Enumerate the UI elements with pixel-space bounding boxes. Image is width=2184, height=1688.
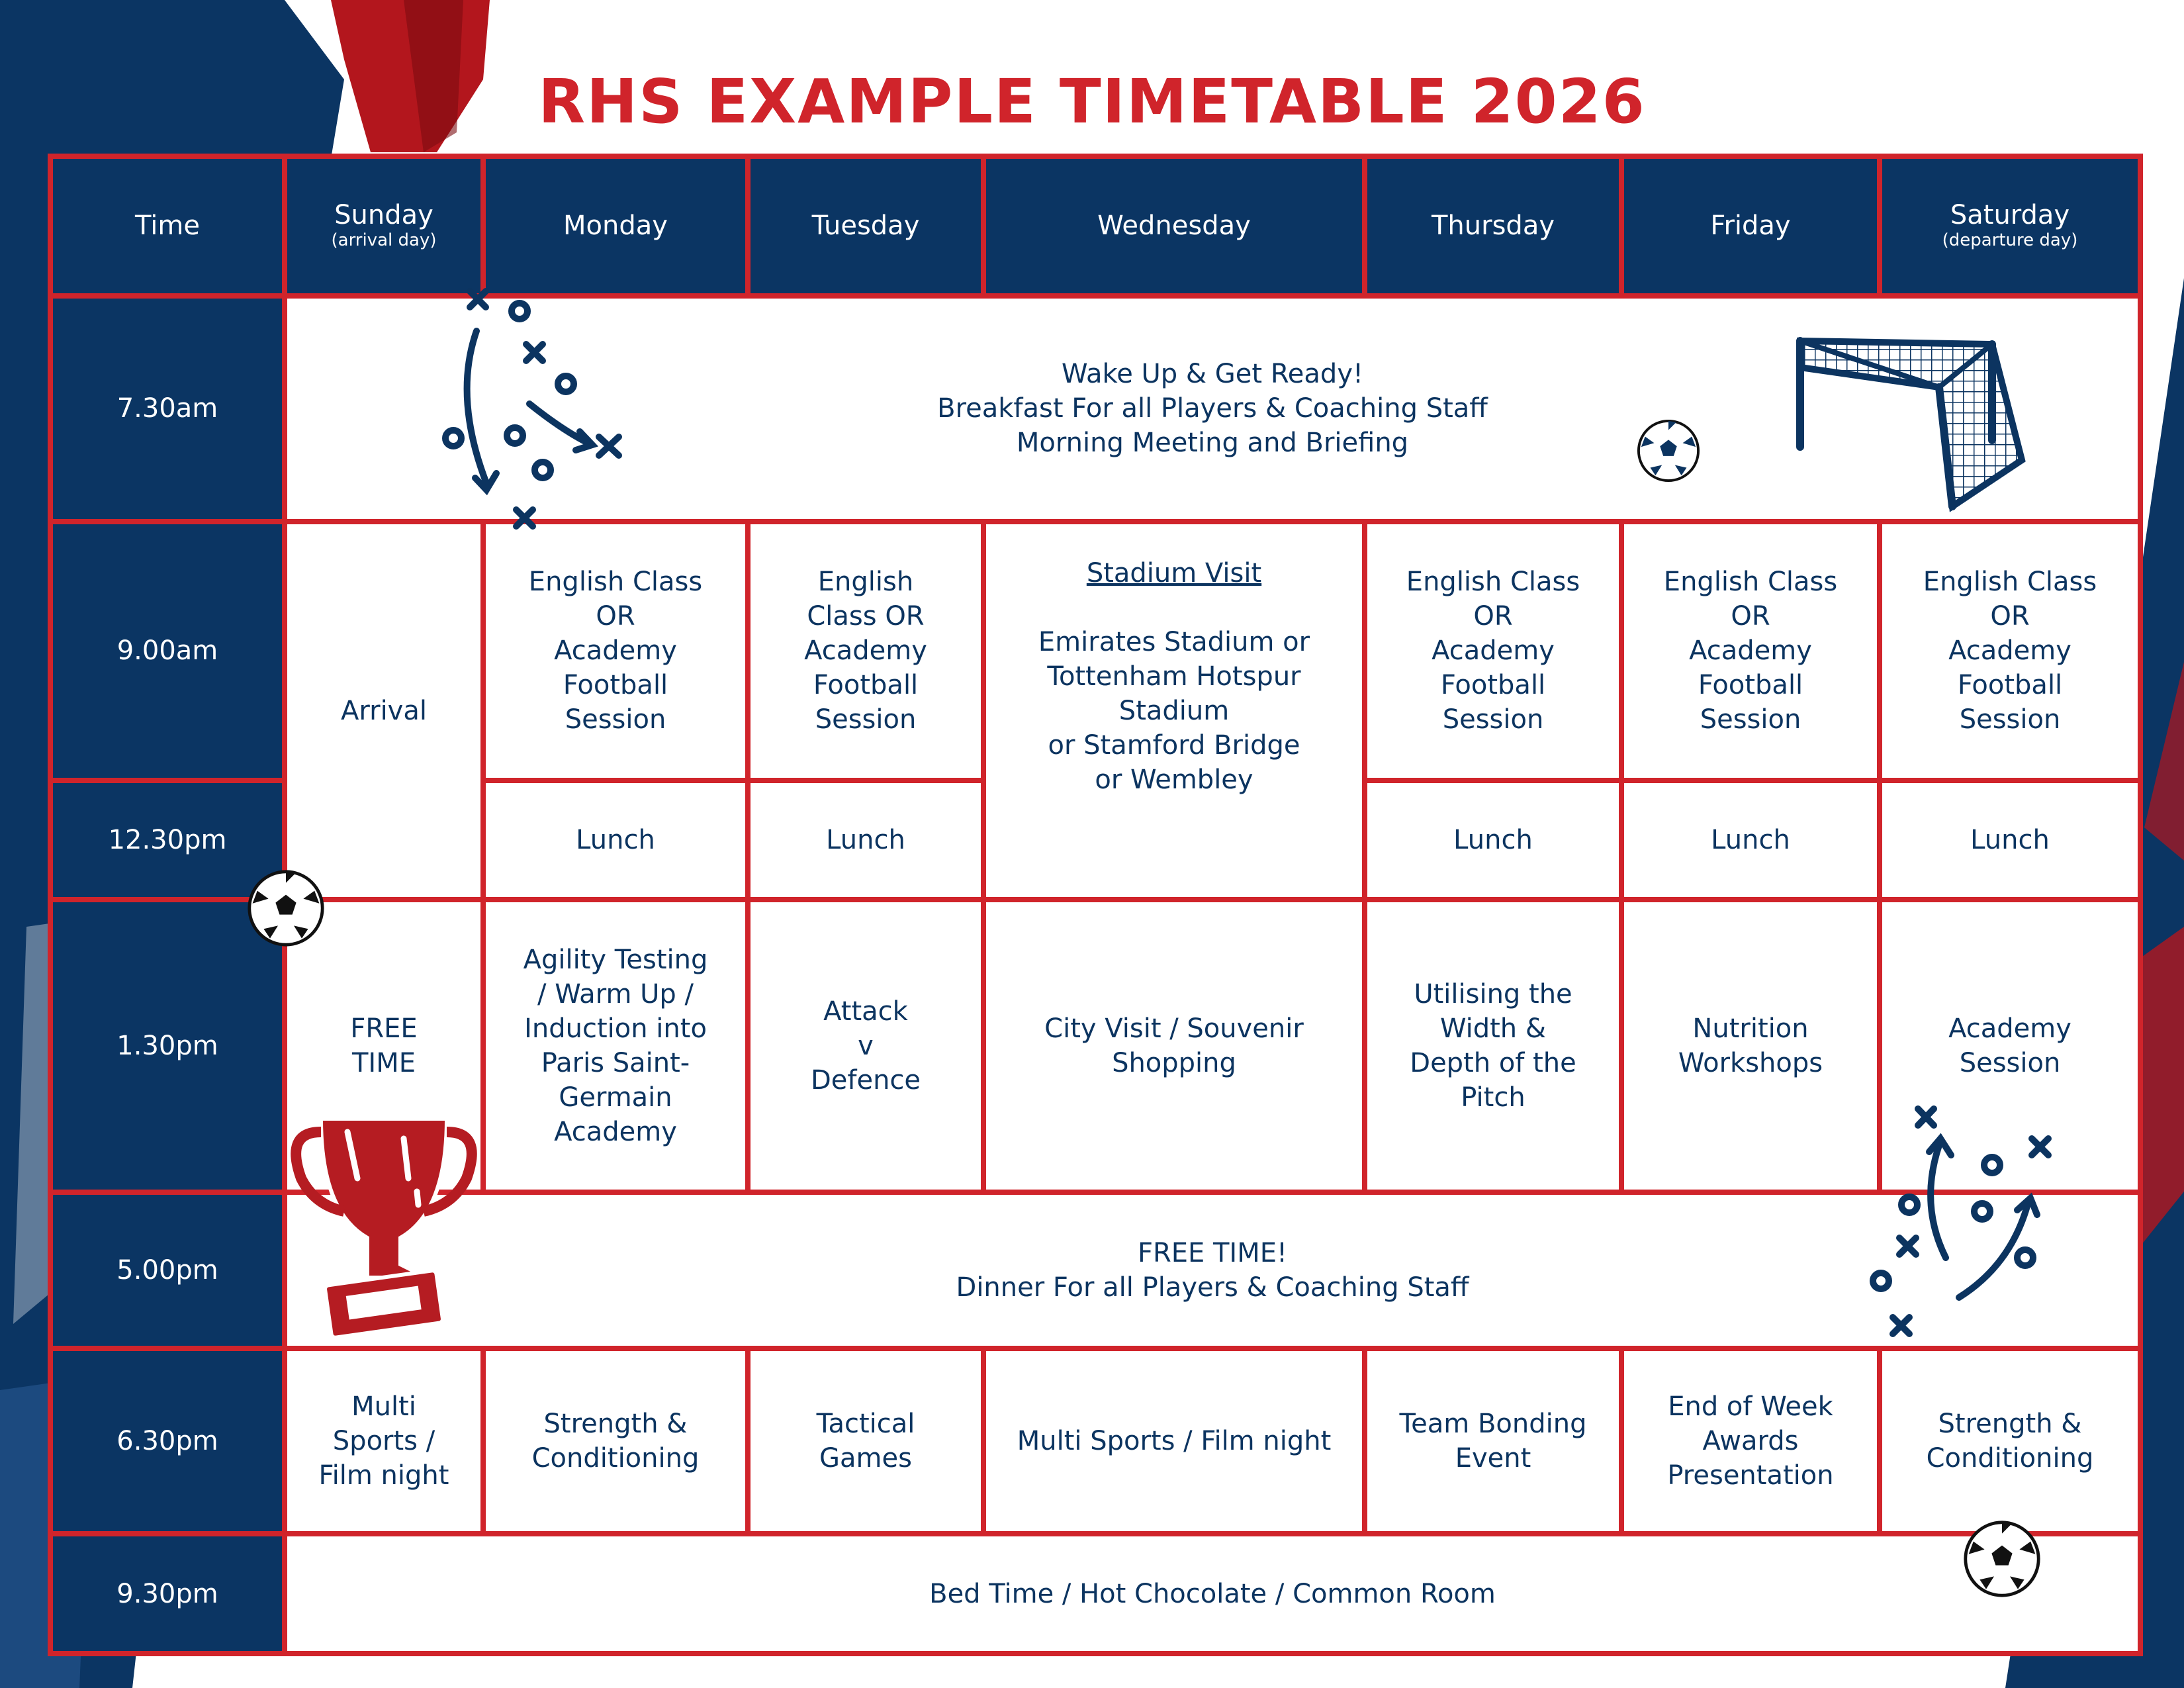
time-1230: 12.30pm: [50, 780, 285, 900]
header-sunday-label: Sunday: [334, 200, 433, 231]
header-time: Time: [50, 156, 285, 296]
friday-evening: End of Week Awards Presentation: [1621, 1348, 1880, 1534]
saturday-lunch: Lunch: [1880, 780, 2140, 900]
wednesday-afternoon: City Visit / Souvenir Shopping: [983, 900, 1365, 1192]
sunday-evening: Multi Sports / Film night: [285, 1348, 483, 1534]
header-sunday: [285, 156, 483, 296]
friday-lunch: Lunch: [1621, 780, 1880, 900]
header-sunday-note: (arrival day): [331, 230, 437, 251]
saturday-evening: Strength & Conditioning: [1880, 1348, 2140, 1534]
header-monday: Monday: [483, 156, 748, 296]
time-1830: 6.30pm: [50, 1348, 285, 1534]
wednesday-stadium-visit: [983, 522, 1365, 900]
saturday-morning: English Class OR Academy Football Session: [1880, 522, 2140, 780]
friday-morning: English Class OR Academy Football Session: [1621, 522, 1880, 780]
thursday-morning: English Class OR Academy Football Session: [1365, 522, 1621, 780]
time-2130: 9.30pm: [50, 1534, 285, 1654]
thursday-lunch: Lunch: [1365, 780, 1621, 900]
header-saturday-label: Saturday: [1950, 200, 2070, 231]
header-saturday: [1880, 156, 2140, 296]
goal-net-icon: [1794, 328, 2032, 513]
football-icon: [246, 868, 326, 948]
football-icon-2: [1636, 418, 1701, 483]
header-thursday: Thursday: [1365, 156, 1621, 296]
wednesday-evening: Multi Sports / Film night: [983, 1348, 1365, 1534]
tactics-icon-2: [1866, 1105, 2065, 1344]
monday-morning: English Class OR Academy Football Session: [483, 522, 748, 780]
monday-evening: Strength & Conditioning: [483, 1348, 748, 1534]
evening-line-2: Dinner For all Players & Coaching Staff: [956, 1272, 1469, 1303]
evening-block: [285, 1192, 2140, 1348]
row-0900: [50, 522, 2140, 780]
friday-afternoon: Nutrition Workshops: [1621, 900, 1880, 1192]
stadium-visit-title: Stadium Visit: [1086, 557, 1262, 588]
thursday-evening: Team Bonding Event: [1365, 1348, 1621, 1534]
time-1330: 1.30pm: [50, 900, 285, 1192]
header-row: [50, 156, 2140, 296]
morning-line-1: Wake Up & Get Ready!: [1061, 359, 1364, 390]
bedtime-block: Bed Time / Hot Chocolate / Common Room: [285, 1534, 2140, 1654]
trophy-icon: [288, 1105, 480, 1344]
morning-line-2: Breakfast For all Players & Coaching Staff: [937, 393, 1488, 424]
time-0900: 9.00am: [50, 522, 285, 780]
thursday-afternoon: Utilising the Width & Depth of the Pitch: [1365, 900, 1621, 1192]
monday-afternoon: Agility Testing / Warm Up / Induction into Paris Saint- Germain Academy: [483, 900, 748, 1192]
time-1700: 5.00pm: [50, 1192, 285, 1348]
header-friday: Friday: [1621, 156, 1880, 296]
header-wednesday: Wednesday: [983, 156, 1365, 296]
tuesday-morning: English Class OR Academy Football Session: [748, 522, 983, 780]
time-0730: 7.30am: [50, 296, 285, 522]
football-icon-3: [1962, 1519, 2042, 1599]
row-2130: [50, 1534, 2140, 1654]
header-tuesday: Tuesday: [748, 156, 983, 296]
sunday-arrival: Arrival: [285, 522, 483, 900]
sunday-afternoon: FREE TIME: [285, 900, 483, 1192]
stadium-visit-options: Emirates Stadium or Tottenham Hotspur Stadium or Stamford Bridge or Wembley: [1038, 626, 1310, 795]
stadium-visit-bottom-space: [997, 797, 1351, 866]
stadium-visit-spacer: [997, 590, 1351, 625]
tuesday-evening: Tactical Games: [748, 1348, 983, 1534]
row-1830: [50, 1348, 2140, 1534]
evening-line-1: FREE TIME!: [1137, 1237, 1288, 1268]
header-saturday-note: (departure day): [1942, 230, 2078, 251]
morning-line-3: Morning Meeting and Briefing: [1016, 428, 1409, 459]
tuesday-afternoon: Attack v Defence: [748, 900, 983, 1192]
saturday-afternoon: Academy Session: [1880, 900, 2140, 1192]
tactics-icon: [424, 285, 642, 536]
tuesday-lunch: Lunch: [748, 780, 983, 900]
monday-lunch: Lunch: [483, 780, 748, 900]
page-title: RHS EXAMPLE TIMETABLE 2026: [538, 66, 1646, 137]
